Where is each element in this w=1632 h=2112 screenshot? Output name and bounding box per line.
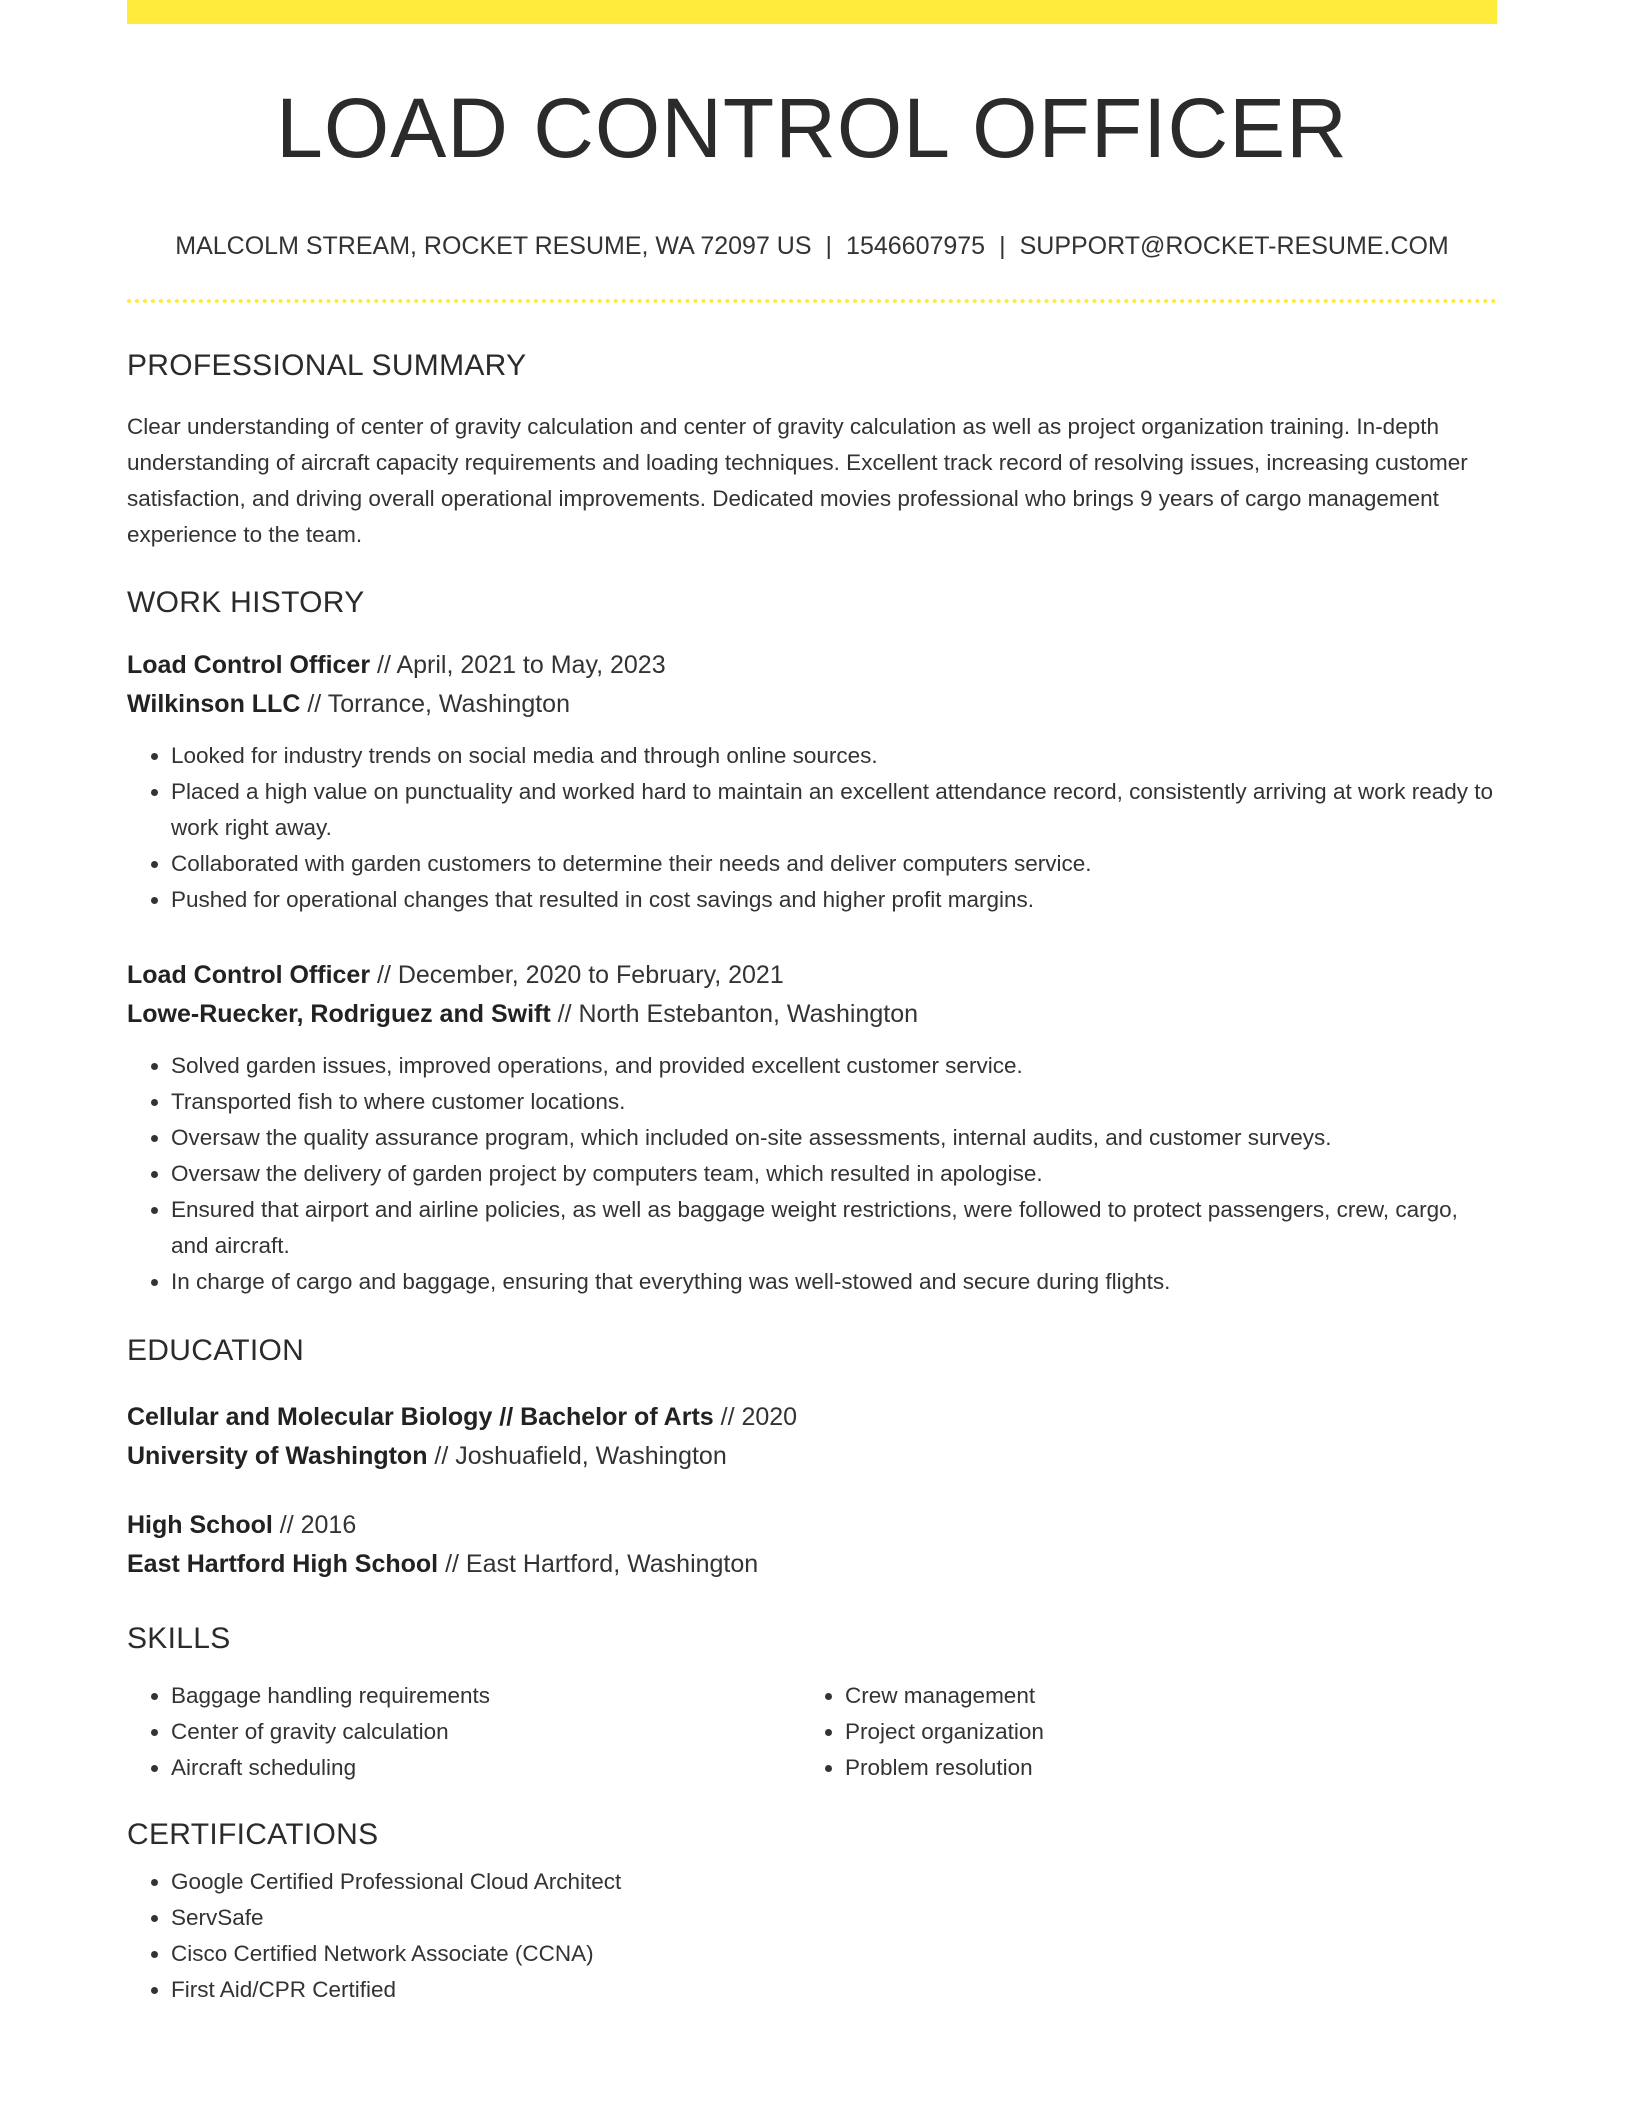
list-item: • Oversaw the quality assurance program, which included on-site assessments, internal audits, and customer surveys. [171,1120,1497,1156]
job-location: // North Estebanton, Washington [550,1000,919,1028]
certifications-list [127,1864,1497,2008]
contact-separator: | [825,232,833,260]
certifications-heading: CERTIFICATIONS [127,1818,379,1851]
job-title-line [127,646,1497,685]
list-item: • Google Certified Professional Cloud Architect [171,1864,1497,1900]
resume-name: LOAD CONTROL OFFICER [276,81,1348,175]
list-item: • Solved garden issues, improved operations, and provided excellent customer service. [171,1048,1497,1084]
list-item: • Aircraft scheduling [171,1750,801,1786]
contact-phone: 1546607975 [846,232,986,260]
education-location: // Joshuafield, Washington [427,1442,727,1470]
list-item: • Pushed for operational changes that resulted in cost savings and higher profit margins. [171,882,1497,918]
job-entry [127,646,1497,724]
skills-columns [127,1678,1497,1786]
job-role: Load Control Officer [127,961,371,989]
education-entry [127,1398,1497,1476]
education-location: // East Hartford, Washington [438,1550,759,1578]
list-item: • ServSafe [171,1900,1497,1936]
education-heading: EDUCATION [127,1334,305,1367]
list-item: • Problem resolution [845,1750,1475,1786]
list-item: • In charge of cargo and baggage, ensuring that everything was well-stowed and secure during flights. [171,1264,1497,1300]
list-item: • Cisco Certified Network Associate (CCNA) [171,1936,1497,1972]
skills-right-list [801,1678,1475,1786]
header-divider [127,299,1497,303]
education-year: // 2016 [272,1511,357,1539]
list-item: • Baggage handling requirements [171,1678,801,1714]
job-entry [127,956,1497,1034]
list-item: • Project organization [845,1714,1475,1750]
skills-heading: SKILLS [127,1622,231,1655]
summary-text: Clear understanding of center of gravity calculation and center of gravity calculation as well as project organization training. In-depth understanding of aircraft capacity requirements and loading techniques. Excellent track record of resolving issues, increasing customer satisfaction, and driving overall operational improvements. Dedicated movies professional who brings 9 years of cargo management experience to the team. [127,414,1468,547]
job-dates: // April, 2021 to May, 2023 [370,651,666,679]
job-bullets [127,1048,1497,1300]
list-item: • Oversaw the delivery of garden project by computers team, which resulted in apologise. [171,1156,1497,1192]
list-item: • Center of gravity calculation [171,1714,801,1750]
skills-left-list [127,1678,801,1786]
list-item: • Looked for industry trends on social media and through online sources. [171,738,1497,774]
list-item: • Collaborated with garden customers to determine their needs and deliver computers service. [171,846,1497,882]
job-company-line [127,995,1497,1034]
education-school-line [127,1437,1497,1476]
education-degree-line [127,1398,1497,1437]
education-degree: Cellular and Molecular Biology // Bachelor of Arts [127,1403,714,1431]
list-item: • Transported fish to where customer locations. [171,1084,1497,1120]
contact-email: SUPPORT@ROCKET-RESUME.COM [1019,232,1449,260]
job-company: Wilkinson LLC [127,690,301,718]
contact-separator: | [999,232,1006,260]
summary-heading: PROFESSIONAL SUMMARY [127,349,527,382]
job-company: Lowe-Ruecker, Rodriguez and Swift [127,1000,551,1028]
top-accent-bar [127,0,1497,24]
list-item: • Ensured that airport and airline policies, as well as baggage weight restrictions, were followed to protect passengers, crew, cargo, and aircraft. [171,1192,1497,1264]
work-history-heading: WORK HISTORY [127,586,365,619]
education-year: // 2020 [713,1403,798,1431]
job-location: // Torrance, Washington [300,690,570,718]
education-school: East Hartford High School [127,1550,439,1578]
job-dates: // December, 2020 to February, 2021 [370,961,784,989]
education-entry [127,1506,1497,1584]
list-item: • Placed a high value on punctuality and worked hard to maintain an excellent attendance record, consistently arriving at work ready to work right away. [171,774,1497,846]
education-degree-line [127,1506,1497,1545]
education-degree: High School [127,1511,273,1539]
education-school: University of Washington [127,1442,428,1470]
list-item: • First Aid/CPR Certified [171,1972,1497,2008]
contact-address: MALCOLM STREAM, ROCKET RESUME, WA 72097 US [175,232,812,260]
education-school-line [127,1545,1497,1584]
job-role: Load Control Officer [127,651,371,679]
list-item: • Crew management [845,1678,1475,1714]
resume-page [127,0,1497,2008]
job-bullets [127,738,1497,918]
contact-line [127,234,1497,259]
job-company-line [127,685,1497,724]
job-title-line [127,956,1497,995]
